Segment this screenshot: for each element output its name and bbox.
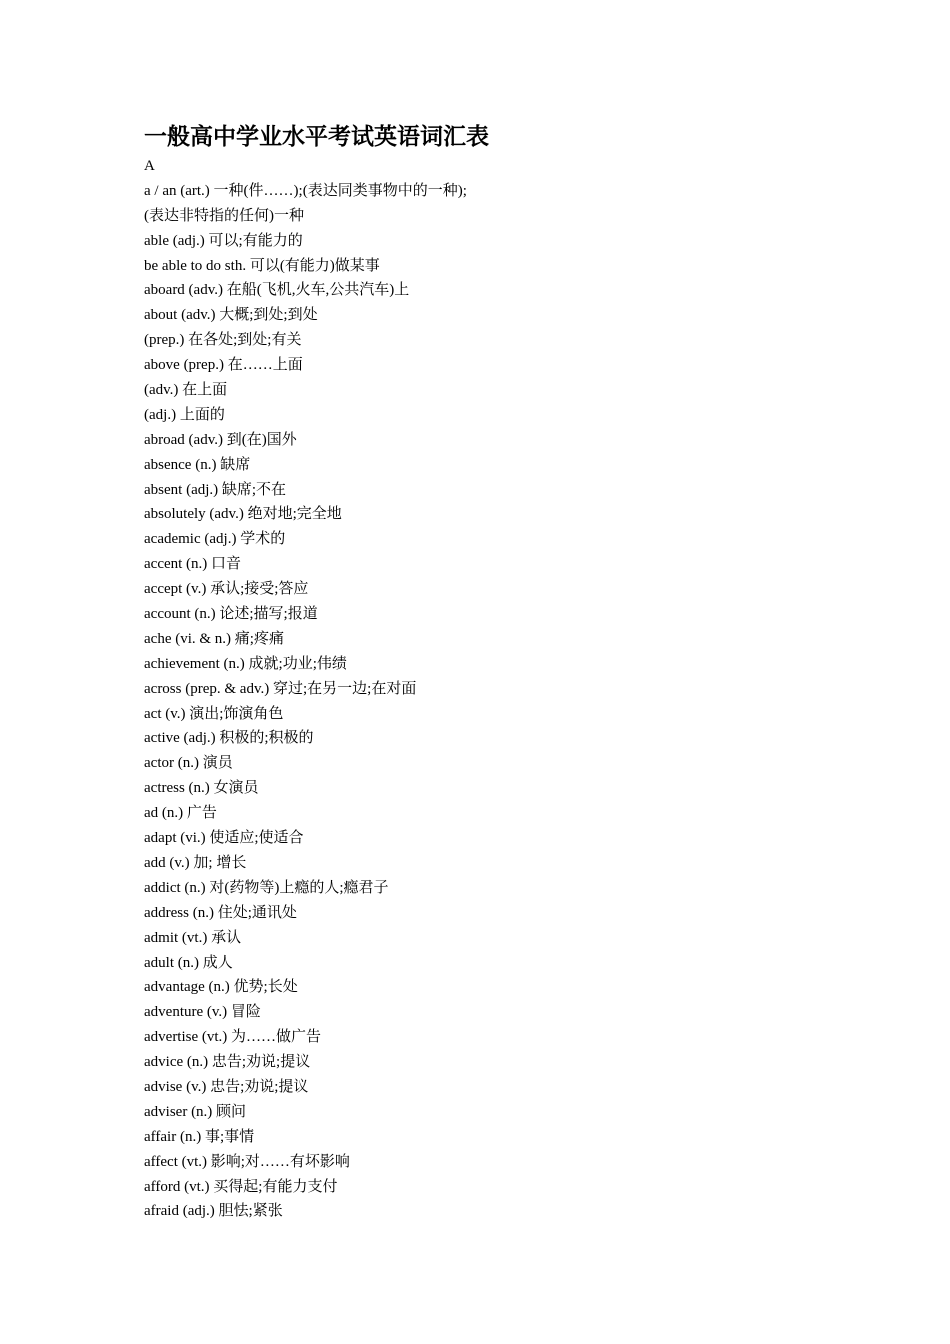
vocabulary-entry: absence (n.) 缺席 — [144, 456, 251, 473]
vocabulary-entry: affair (n.) 事;事情 — [144, 1128, 255, 1145]
vocabulary-entry: be able to do sth. 可以(有能力)做某事 — [144, 257, 380, 274]
vocabulary-entry: afraid (adj.) 胆怯;紧张 — [144, 1203, 283, 1220]
vocabulary-entry: adviser (n.) 顾问 — [144, 1103, 247, 1120]
vocabulary-entry: across (prep. & adv.) 穿过;在另一边;在对面 — [144, 680, 417, 697]
vocabulary-entry: adventure (v.) 冒险 — [144, 1004, 261, 1021]
vocabulary-entry: a / an (art.) 一种(件……);(表达同类事物中的一种); — [144, 182, 467, 199]
vocabulary-entry: address (n.) 住处;通讯处 — [144, 904, 297, 921]
section-letter: A — [144, 158, 155, 174]
vocabulary-entry: adapt (vi.) 使适应;使适合 — [144, 830, 304, 847]
vocabulary-entry: afford (vt.) 买得起;有能力支付 — [144, 1178, 338, 1195]
vocabulary-entry: ad (n.) 广告 — [144, 805, 217, 822]
vocabulary-entry: account (n.) 论述;描写;报道 — [144, 606, 318, 623]
vocabulary-entry: (adj.) 上面的 — [144, 406, 225, 423]
vocabulary-entry: actress (n.) 女演员 — [144, 780, 259, 797]
vocabulary-entry: about (adv.) 大概;到处;到处 — [144, 307, 318, 324]
vocabulary-entry: actor (n.) 演员 — [144, 755, 233, 772]
vocabulary-entry: abroad (adv.) 到(在)国外 — [144, 431, 297, 448]
vocabulary-entry: affect (vt.) 影响;对……有坏影响 — [144, 1153, 350, 1170]
vocabulary-entry: act (v.) 演出;饰演角色 — [144, 705, 284, 722]
document-page — [144, 120, 864, 1224]
vocabulary-entry: able (adj.) 可以;有能力的 — [144, 232, 303, 249]
vocabulary-entry: active (adj.) 积极的;积极的 — [144, 730, 314, 747]
vocabulary-entry: adult (n.) 成人 — [144, 954, 233, 971]
vocabulary-entry: add (v.) 加; 增长 — [144, 854, 247, 871]
vocabulary-entry: advise (v.) 忠告;劝说;提议 — [144, 1078, 309, 1095]
document-title: 一般高中学业水平考试英语词汇表 — [144, 123, 489, 150]
vocabulary-entry: above (prep.) 在……上面 — [144, 357, 303, 374]
vocabulary-list — [144, 154, 864, 1224]
vocabulary-entry: (prep.) 在各处;到处;有关 — [144, 332, 302, 349]
vocabulary-entry: academic (adj.) 学术的 — [144, 531, 286, 548]
vocabulary-entry: accent (n.) 口音 — [144, 556, 242, 573]
vocabulary-entry: (adv.) 在上面 — [144, 382, 228, 399]
vocabulary-entry: aboard (adv.) 在船(飞机,火车,公共汽车)上 — [144, 282, 410, 299]
vocabulary-entry: absolutely (adv.) 绝对地;完全地 — [144, 506, 342, 523]
vocabulary-entry: advice (n.) 忠告;劝说;提议 — [144, 1054, 311, 1071]
vocabulary-entry: achievement (n.) 成就;功业;伟绩 — [144, 655, 347, 672]
vocabulary-entry: absent (adj.) 缺席;不在 — [144, 481, 287, 498]
vocabulary-entry: admit (vt.) 承认 — [144, 929, 242, 946]
vocabulary-entry: (表达非特指的任何)一种 — [144, 207, 304, 224]
vocabulary-entry: ache (vi. & n.) 痛;疼痛 — [144, 630, 284, 647]
vocabulary-entry: advantage (n.) 优势;长处 — [144, 979, 298, 996]
vocabulary-entry: accept (v.) 承认;接受;答应 — [144, 581, 309, 598]
vocabulary-entry: advertise (vt.) 为……做广告 — [144, 1029, 322, 1046]
vocabulary-entry: addict (n.) 对(药物等)上瘾的人;瘾君子 — [144, 879, 389, 896]
